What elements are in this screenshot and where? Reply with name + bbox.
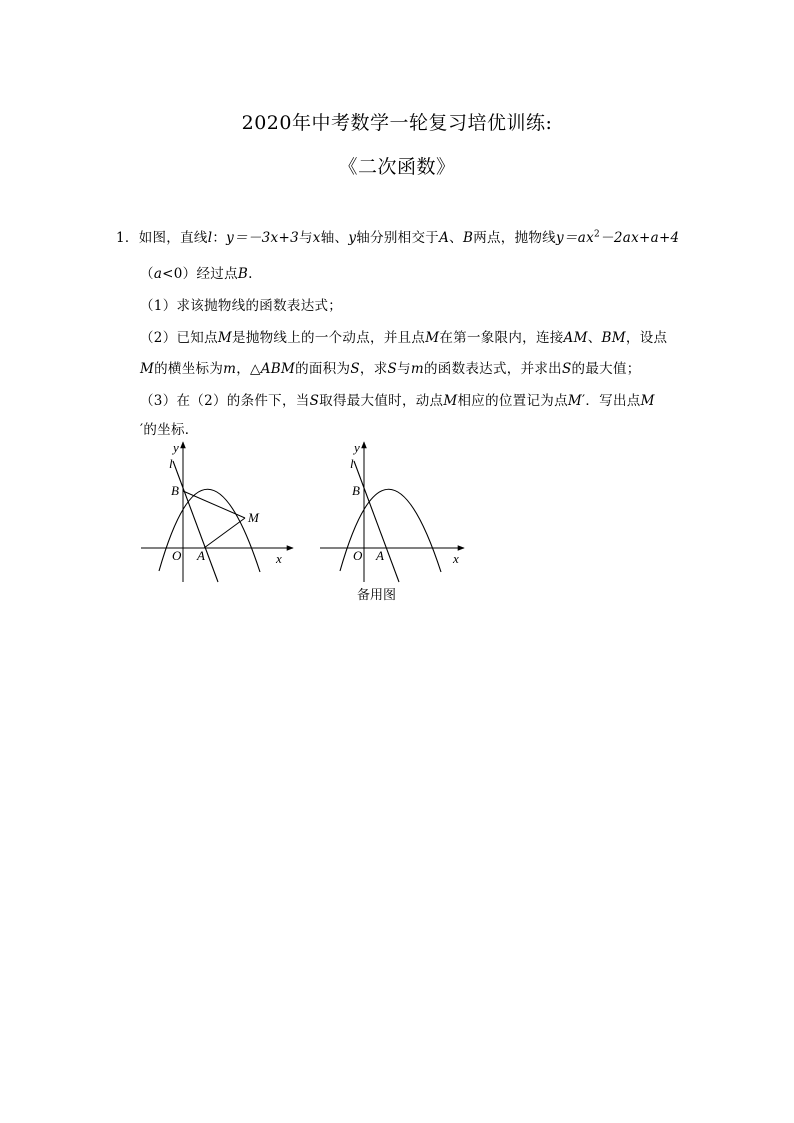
question-2-line-1: （2）已知点M是抛物线上的一个动点，并且点M在第一象限内，连接AM、BM，设点 [140, 330, 668, 346]
label-b: B [352, 483, 360, 498]
label-b: B [171, 483, 179, 498]
figure-caption: 备用图 [357, 588, 397, 603]
label-o: O [172, 548, 182, 563]
question-1: （1）求该抛物线的函数表达式； [140, 298, 343, 314]
label-l: l [350, 456, 354, 471]
question-2-line-2: M的横坐标为m，△ABM的面积为S，求S与m的函数表达式，并求出S的最大值； [140, 361, 641, 377]
doc-subtitle: 《二次函数》 [338, 156, 456, 178]
label-y: y [354, 440, 360, 455]
label-o: O [353, 548, 363, 563]
segment-am [204, 518, 245, 548]
label-a: A [376, 548, 384, 563]
label-l: l [169, 456, 173, 471]
figure-backup [312, 436, 482, 586]
label-a: A [197, 548, 205, 563]
label-x: x [276, 551, 282, 566]
problem-line-1: 1．如图，直线l：y＝－3x+3与x轴、y轴分别相交于A、B两点，抛物线$y=ax^2-2ax+a+4$ [116, 229, 680, 246]
line-equation: y＝－3x+3 [226, 230, 299, 246]
label-x: x [453, 551, 459, 566]
doc-title: 2020年中考数学一轮复习培优训练: [241, 112, 553, 134]
figure-main [135, 436, 305, 586]
label-y: y [173, 440, 179, 455]
problem-number: 1． [116, 230, 139, 246]
line-l [173, 461, 218, 582]
question-3-line-1: （3）在（2）的条件下，当S取得最大值时，动点M相应的位置记为点M′．写出点M [140, 393, 655, 409]
problem-line-2: （a<0）经过点B. [140, 266, 253, 282]
label-m: M [248, 510, 259, 525]
question-3-line-2: ′的坐标． [140, 422, 199, 438]
parabola-equation: y＝ax [556, 230, 594, 246]
line-l [354, 461, 399, 582]
